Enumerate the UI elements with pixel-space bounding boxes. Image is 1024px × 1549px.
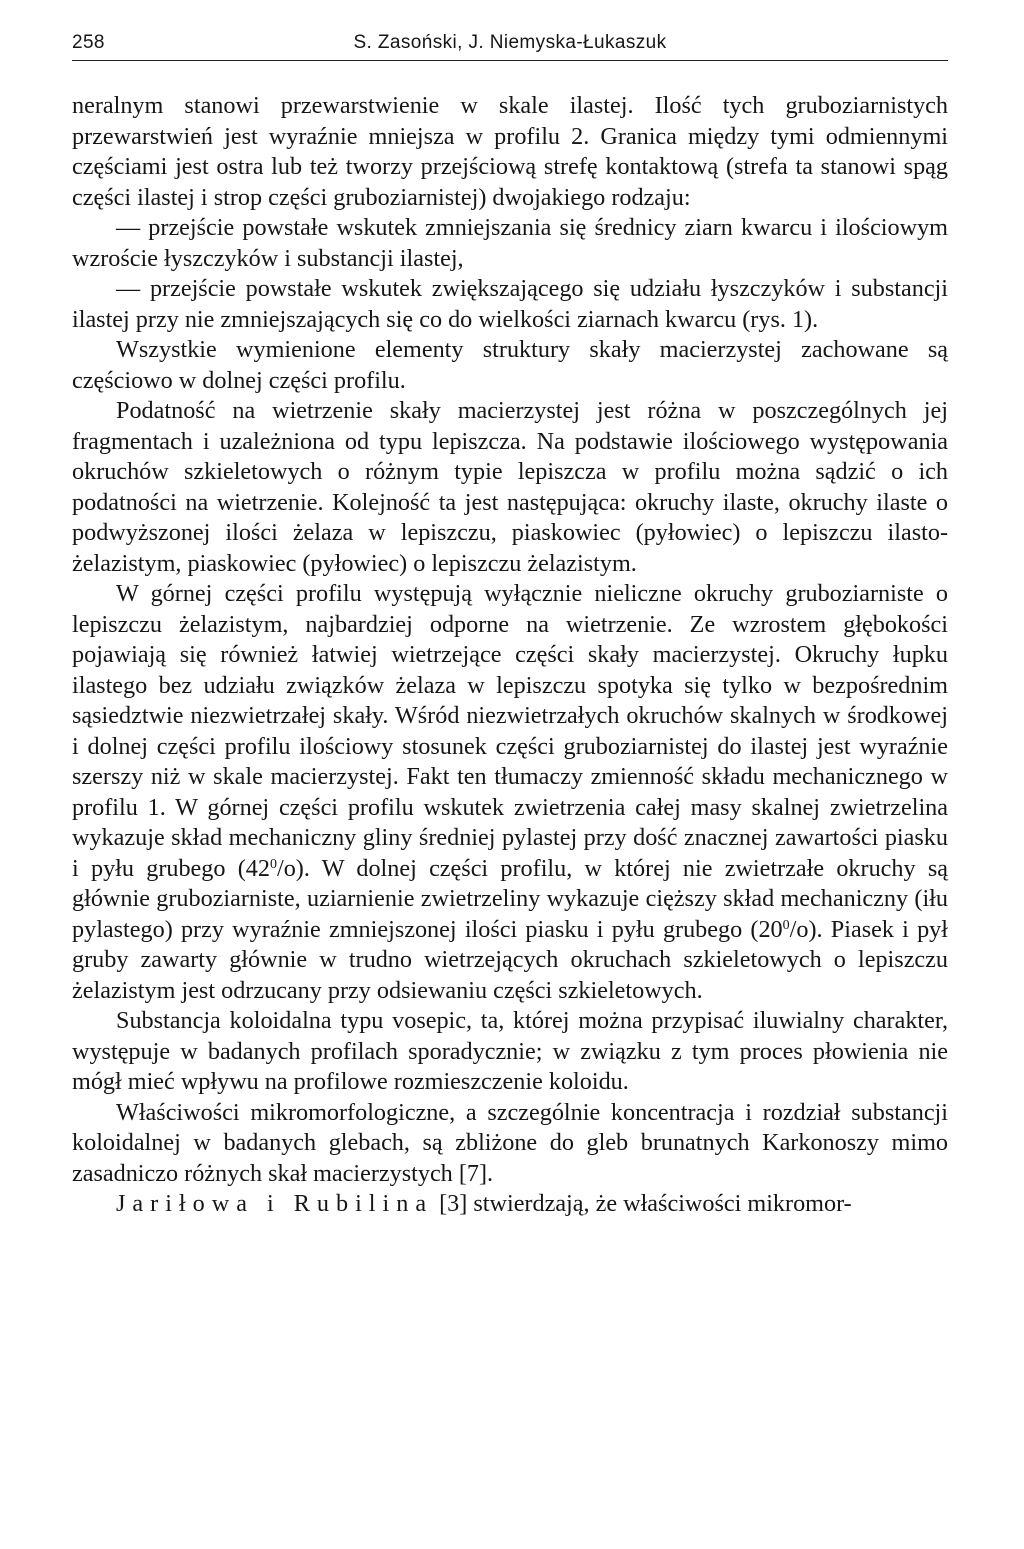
paragraph-text: W górnej części profilu występują wyłącznie nieliczne okruchy gruboziarniste o lepiszczu żelazistym, najbardziej odporne na wietrzenie. Ze wzrostem głębokości pojawiają się również łatwiej wietrzejące części skały macierzystej. Okruchy łupku ilastego bez udziału związków żelaza w lepiszczu spotyka się tylko w bezpośrednim sąsiedztwie niezwietrzałej skały. Wśród niezwietrzałych okruchów skalnych w środkowej i dolnej części profilu ilościowy stosunek części gruboziarnistej do ilastej jest wyraźnie szerszy niż w skale macierzystej. Fakt ten tłumaczy zmienność składu mechanicznego w profilu 1. W górnej części profilu wskutek zwietrzenia całej masy skalnej zwietrzelina wykazuje skład mechaniczny gliny średniej pylastej przy dość znacznej zawartości piasku i pyłu grubego (42 [72,580,948,882]
body-text [72,91,948,1220]
paragraph [72,1189,948,1220]
page-header [72,28,948,61]
paragraph-text: /o). Piasek i pył gruby zawarty głównie w trudno wietrzejących okruchach szkieletowych o lepiszczu żelazistym jest odrzucany przy odsiewaniu części szkieletowych. [72,915,948,1004]
running-head: S. Zasoński, J. Niemyska-Łukaszuk [353,32,667,53]
paragraph: neralnym stanowi przewarstwienie w skale ilastej. Ilość tych gruboziarnistych przewarstwień jest wyraźnie mniejsza w profilu 2. Granica między tymi odmiennymi częściami jest ostra lub też tworzy przejściową strefę kontaktową (strefa ta stanowi spąg części ilastej i strop części gruboziarnistej) dwojakiego rodzaju: [72,92,948,211]
paragraph: Wszystkie wymienione elementy struktury skały macierzystej zachowane są częściowo w dolnej części profilu. [72,336,948,394]
paragraph-text: /o). W dolnej części profilu, w której nie zwietrzałe okruchy są głównie gruboziarniste, uziarnienie zwietrzeliny wykazuje cięższy skład mechaniczny (iłu pylastego) przy wyraźnie zmniejszonej ilości piasku i pyłu grubego (20 [72,854,948,943]
paragraph: Właściwości mikromorfologiczne, a szczególnie koncentracja i rozdział substancji koloidalnej w badanych glebach, są zbliżone do gleb brunatnych Karkonoszy mimo zasadniczo różnych skał macierzystych [7]. [72,1098,948,1187]
cited-authors: Jariłowa i Rubilina [116,1190,434,1217]
paragraph: — przejście powstałe wskutek zmniejszania się średnicy ziarn kwarcu i ilościowym wzroście łyszczyków i substancji ilastej, [72,214,948,272]
paragraph-text: [3] stwierdzają, że właściwości mikromor- [433,1190,852,1217]
paragraph: — przejście powstałe wskutek zwiększającego się udziału łyszczyków i substancji ilastej przy nie zmniejszających się co do wielkości ziarnach kwarcu (rys. 1). [72,275,948,333]
page-number: 258 [72,32,105,53]
page [72,28,948,1220]
paragraph: Podatność na wietrzenie skały macierzystej jest różna w poszczególnych jej fragmentach i uzależniona od typu lepiszcza. Na podstawie ilościowego występowania okruchów szkieletowych o różnym typie lepiszcza w profilu można sądzić o ich podatności na wietrzenie. Kolejność ta jest następująca: okruchy ilaste, okruchy ilaste o podwyższonej ilości żelaza w lepiszczu, piaskowiec (pyłowiec) o lepiszczu ilasto-żelazistym, piaskowiec (pyłowiec) o lepiszczu żelazistym. [72,397,948,577]
paragraph: Substancja koloidalna typu vosepic, ta, której można przypisać iluwialny charakter, występuje w badanych profilach sporadycznie; w związku z tym proces płowienia nie mógł mieć wpływu na profilowe rozmieszczenie koloidu. [72,1007,948,1095]
percent-superscript: 0 [269,856,277,872]
percent-superscript: 0 [782,917,790,933]
paragraph [72,579,948,1006]
